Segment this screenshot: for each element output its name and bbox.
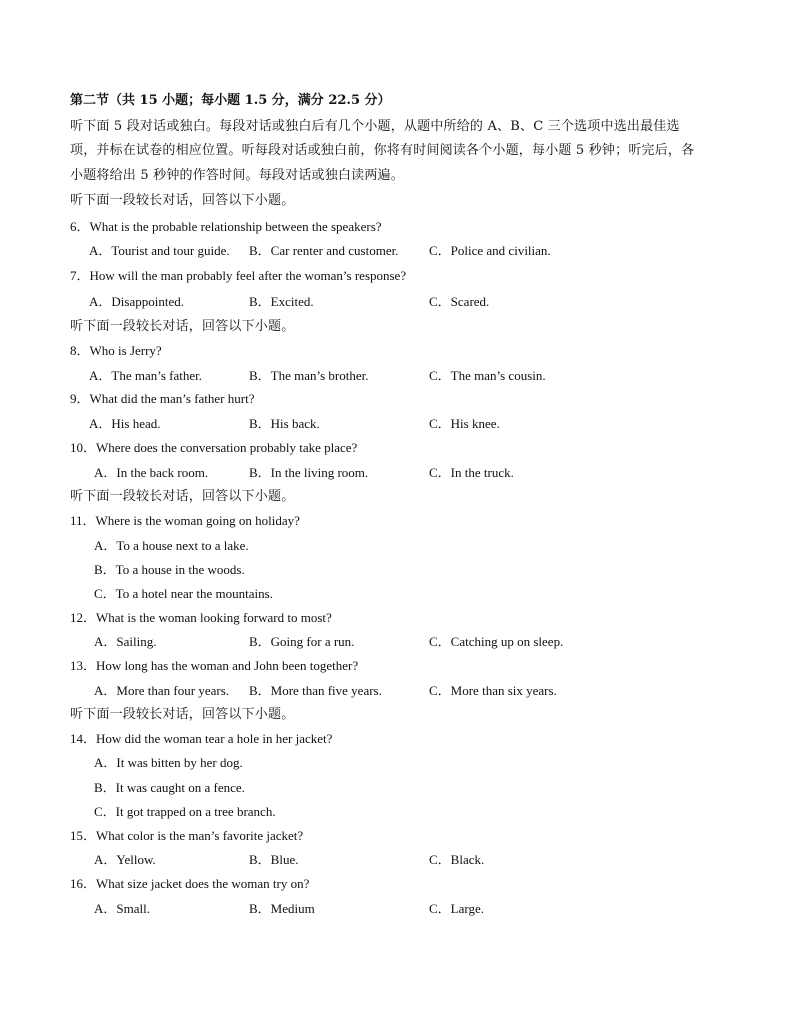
question-9-option-a: A．His head. bbox=[89, 416, 161, 431]
question-7-stem: 7．How will the man probably feel after the woman’s response? bbox=[70, 268, 407, 283]
question-6-option-b: B．Car renter and customer. bbox=[249, 243, 399, 258]
question-11-option-c: C．To a hotel near the mountains. bbox=[94, 586, 273, 601]
question-10-option-a: A．In the back room. bbox=[94, 465, 209, 480]
dialog-header-3: 听下面一段较长对话，回答以下小题。 bbox=[70, 489, 295, 504]
question-10-option-b: B．In the living room. bbox=[249, 465, 369, 480]
question-8-stem: 8．Who is Jerry? bbox=[70, 343, 162, 358]
question-9-option-b: B．His back. bbox=[249, 416, 320, 431]
question-11-option-b: B．To a house in the woods. bbox=[94, 562, 245, 577]
instruction-line-2: 项，并标在试卷的相应位置。听每段对话或独白前，你将有时间阅读各个小题，每小题 5 秒钟；听完后，各 bbox=[70, 143, 695, 158]
question-16-option-c: C．Large. bbox=[429, 901, 484, 916]
question-10-option-c: C．In the truck. bbox=[429, 465, 514, 480]
question-10-stem: 10．Where does the conversation probably take place? bbox=[70, 440, 358, 455]
question-7-option-a: A．Disappointed. bbox=[89, 294, 184, 309]
question-16-stem: 16．What size jacket does the woman try on? bbox=[70, 876, 310, 891]
question-11-stem: 11．Where is the woman going on holiday? bbox=[70, 513, 300, 528]
question-13-option-b: B．More than five years. bbox=[249, 683, 382, 698]
question-14-option-c: C．It got trapped on a tree branch. bbox=[94, 804, 276, 819]
dialog-header-4: 听下面一段较长对话，回答以下小题。 bbox=[70, 707, 295, 722]
question-16-option-b: B．Medium bbox=[249, 901, 315, 916]
question-6-stem: 6．What is the probable relationship between the speakers? bbox=[70, 219, 382, 234]
question-12-option-b: B．Going for a run. bbox=[249, 634, 355, 649]
question-13-stem: 13．How long has the woman and John been together? bbox=[70, 658, 359, 673]
question-15-option-b: B．Blue. bbox=[249, 852, 299, 867]
question-7-option-c: C．Scared. bbox=[429, 294, 490, 309]
question-12-stem: 12．What is the woman looking forward to most? bbox=[70, 610, 332, 625]
question-16-option-a: A．Small. bbox=[94, 901, 150, 916]
question-9-option-c: C．His knee. bbox=[429, 416, 500, 431]
question-8-option-a: A．The man’s father. bbox=[89, 368, 202, 383]
question-12-option-c: C．Catching up on sleep. bbox=[429, 634, 564, 649]
instruction-line-3: 小题将给出 5 秒钟的作答时间。每段对话或独白读两遍。 bbox=[70, 168, 404, 183]
question-6-option-a: A．Tourist and tour guide. bbox=[89, 243, 230, 258]
question-11-option-a: A．To a house next to a lake. bbox=[94, 538, 249, 553]
question-15-option-a: A．Yellow. bbox=[94, 852, 156, 867]
instruction-line-1: 听下面 5 段对话或独白。每段对话或独白后有几个小题，从题中所给的 A、B、C 三个选项中选出最佳选 bbox=[70, 119, 680, 134]
question-15-stem: 15．What color is the man’s favorite jacket? bbox=[70, 828, 304, 843]
dialog-header-1: 听下面一段较长对话，回答以下小题。 bbox=[70, 193, 295, 208]
question-8-option-b: B．The man’s brother. bbox=[249, 368, 369, 383]
question-12-option-a: A．Sailing. bbox=[94, 634, 157, 649]
question-7-option-b: B．Excited. bbox=[249, 294, 314, 309]
question-14-stem: 14．How did the woman tear a hole in her jacket? bbox=[70, 731, 333, 746]
question-9-stem: 9．What did the man’s father hurt? bbox=[70, 391, 255, 406]
question-8-option-c: C．The man’s cousin. bbox=[429, 368, 546, 383]
question-15-option-c: C．Black. bbox=[429, 852, 485, 867]
question-14-option-a: A．It was bitten by her dog. bbox=[94, 755, 243, 770]
question-14-option-b: B．It was caught on a fence. bbox=[94, 780, 245, 795]
question-6-option-c: C．Police and civilian. bbox=[429, 243, 551, 258]
dialog-header-2: 听下面一段较长对话，回答以下小题。 bbox=[70, 319, 295, 334]
section-title: 第二节（共 15 小题；每小题 1.5 分，满分 22.5 分） bbox=[70, 93, 391, 108]
question-13-option-c: C．More than six years. bbox=[429, 683, 557, 698]
question-13-option-a: A．More than four years. bbox=[94, 683, 230, 698]
